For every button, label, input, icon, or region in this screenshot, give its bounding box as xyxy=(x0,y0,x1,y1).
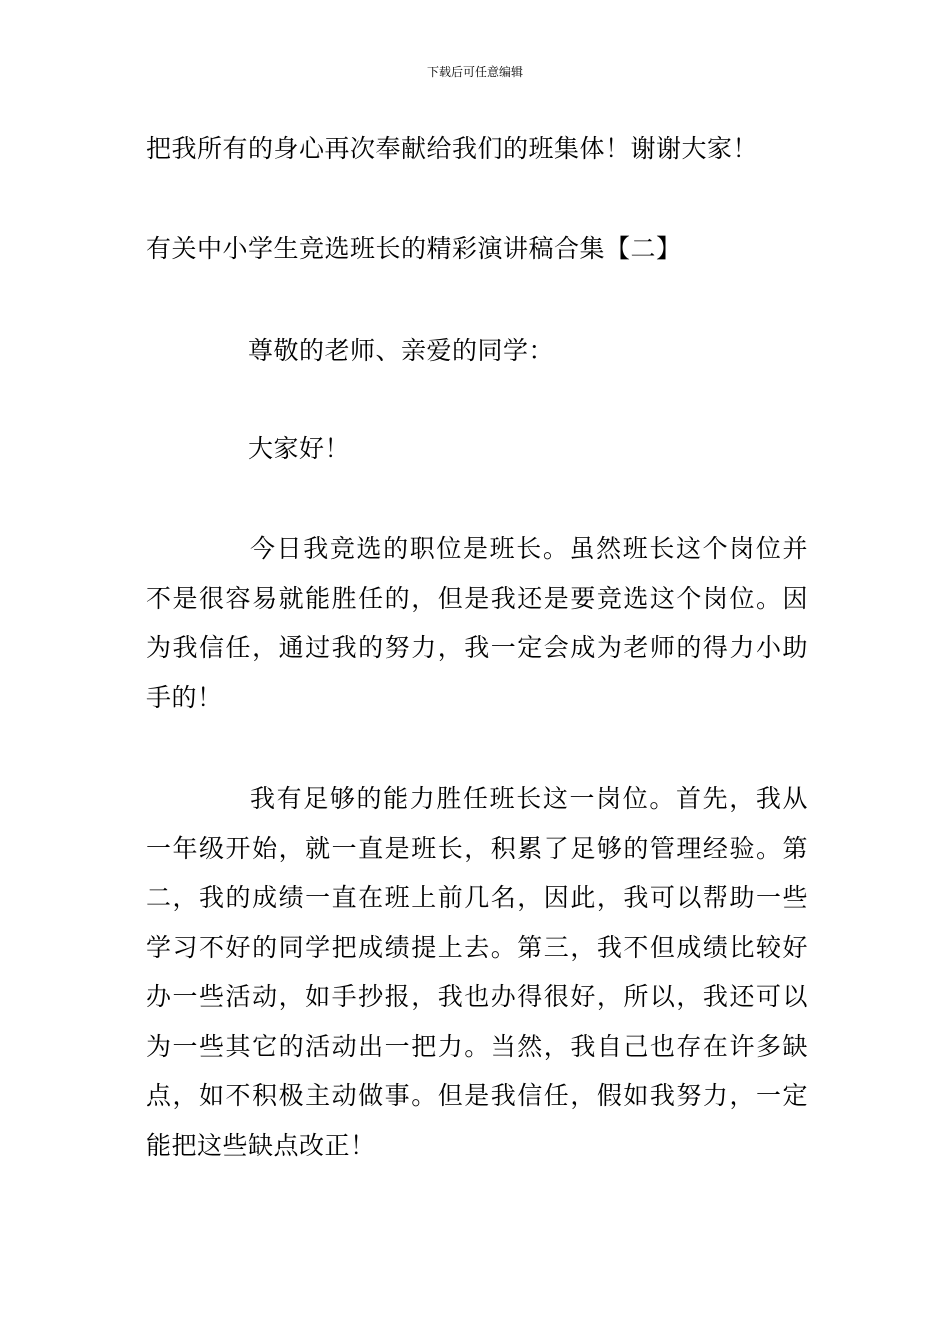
closing-line: 把我所有的身心再次奉献给我们的班集体！谢谢大家！ xyxy=(146,134,759,163)
greeting: 大家好！ xyxy=(248,434,351,463)
section-title: 有关中小学生竞选班长的精彩演讲稿合集【二】 xyxy=(146,234,682,263)
page-header-note: 下载后可任意编辑 xyxy=(426,65,523,79)
body-paragraph-1: 今日我竞选的职位是班长。虽然班长这个岗位并不是很容易就能胜任的，但是我还是要竞选这个岗位。因为我信任，通过我的努力，我一定会成为老师的得力小助手的！ xyxy=(146,534,808,712)
salutation: 尊敬的老师、亲爱的同学： xyxy=(248,336,555,365)
body-paragraph-2: 我有足够的能力胜任班长这一岗位。首先，我从一年级开始，就一直是班长，积累了足够的管理经验。第二，我的成绩一直在班上前几名，因此，我可以帮助一些学习不好的同学把成绩提上去。第三，我不但成绩比较好办一些活动，如手抄报，我也办得很好，所以，我还可以为一些其它的活动出一把力。当然，我自己也存在许多缺点，如不积极主动做事。但是我信任，假如我努力，一定能把这些缺点改正！ xyxy=(146,784,808,1160)
